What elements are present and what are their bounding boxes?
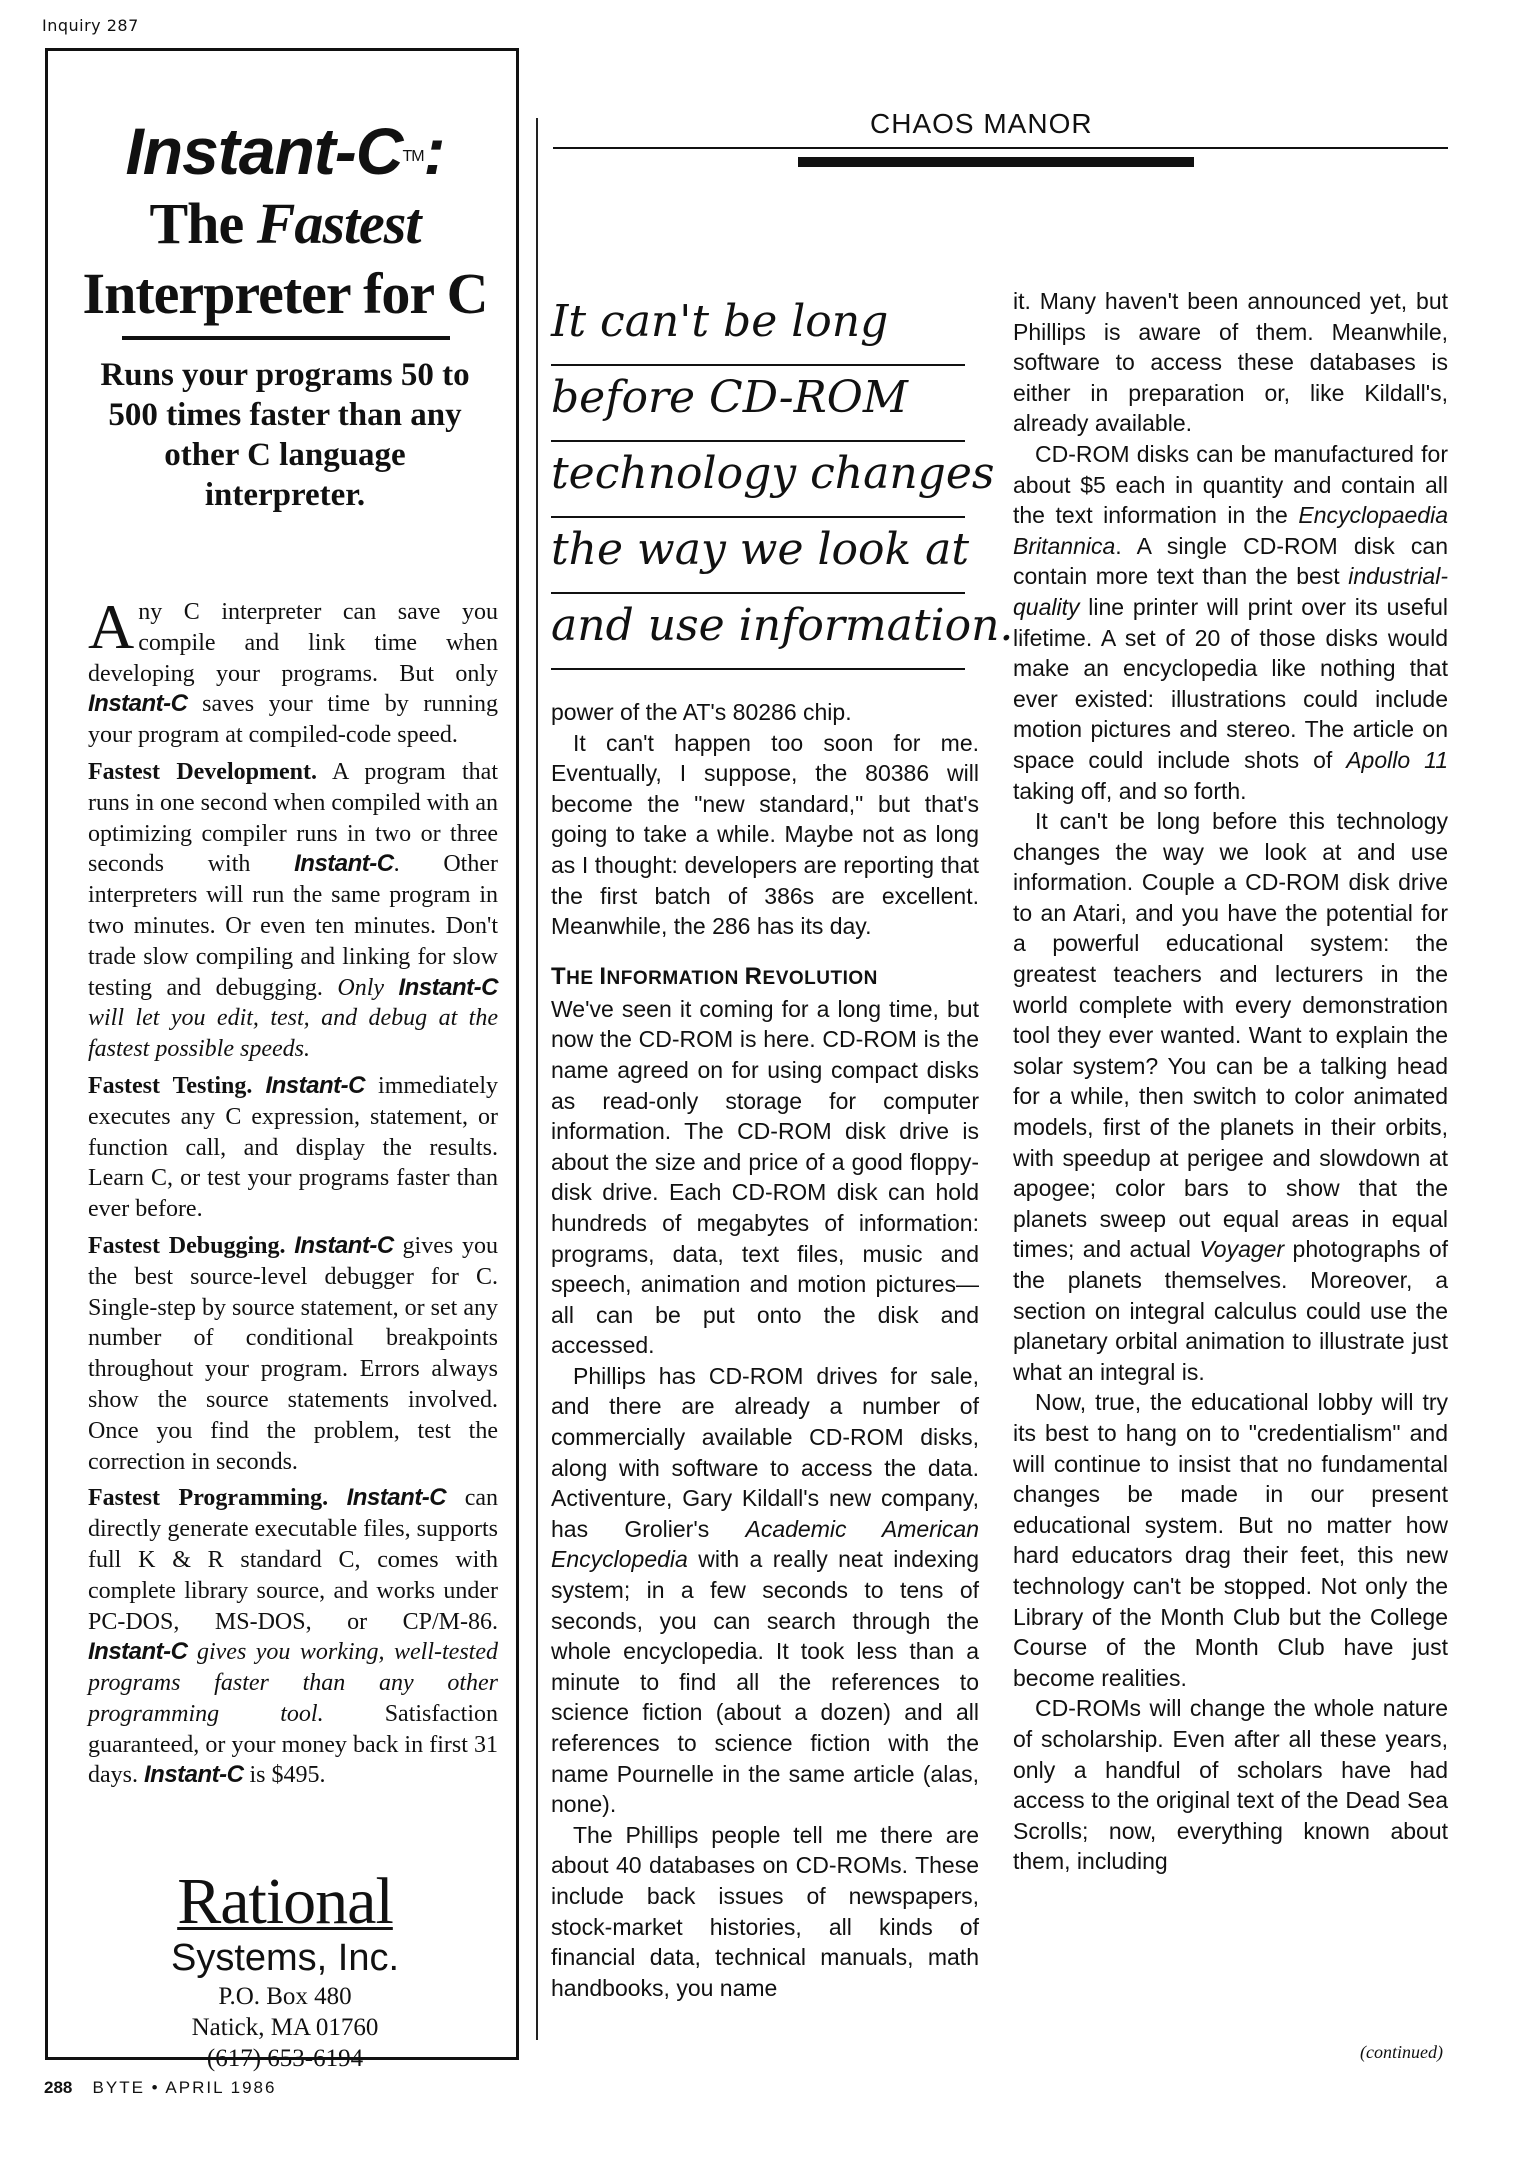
ad-testing-paragraph: Fastest Testing. Instant-C immediately executes any C expression, statement, or function call, and display the results. Learn C, or test your programs faster than ever before. — [88, 1071, 498, 1223]
pull-quote — [551, 290, 1014, 670]
article-paragraph: power of the AT's 80286 chip. — [551, 699, 852, 725]
article-paragraph: CD-ROMs will change the whole nature of scholarship. Even after all these years, only a handful of scholars have had access to the original text of the Dead Sea Scrolls; now, everything known about them, including — [1013, 1695, 1448, 1875]
section-header: CHAOS MANOR — [870, 108, 1093, 139]
ad-title-product: Instant-C — [125, 114, 403, 188]
pull-quote-line: the way we look at — [551, 518, 965, 594]
drop-cap: A — [88, 591, 135, 662]
ad-intro-paragraph: Any C interpreter can save you compile and link time when developing your programs. But only Instant-C saves your time by running your program at compiled-code speed. — [88, 591, 498, 749]
ad-development-paragraph: Fastest Development. A program that runs in one second when compiled with an optimizing compiler runs in two or three seconds with Instant-C. Other interpreters will run the same program in two minutes. Or even ten minutes. Don't trade slow compiling and linking for slow testing and debugging. Only Instant-C will let you edit, test, and debug at the fastest possible speeds. — [88, 758, 498, 1063]
company-name: Rational — [177, 1865, 393, 1938]
header-bar — [798, 157, 1194, 167]
address-line: Natick, MA 01760 — [191, 2014, 379, 2041]
ad-title — [48, 113, 522, 329]
ad-title-colon: : — [423, 114, 445, 188]
article-paragraph: Now, true, the educational lobby will try its best to hang on to "credentialism" and will continue to insist that no fundamental changes be made in our present educational system. But no matter how hard educators drag their feet, this new technology can't be stopped. Not only the Library of the Month Club but the College Course of the Month Club have just become realities. — [1013, 1389, 1448, 1691]
ad-divider — [122, 336, 450, 340]
ad-title-line3: Interpreter for C — [82, 261, 488, 326]
ad-debugging-paragraph: Fastest Debugging. Instant-C gives you the best source-level debugger for C. Single-step by source statement, or set any number of conditional breakpoints throughout your program. Errors always show the source statements involved. Once you find the problem, test the correction in seconds. — [88, 1231, 499, 1475]
phone-number: (617) 653-6194 — [206, 2045, 364, 2072]
article-paragraph: It can't happen too soon for me. Eventually, I suppose, the 80386 will become the "new standard," but that's going to take a while. Maybe not as long as I thought: developers are reporting that the first batch of 386s are excellent. Meanwhile, the 286 has its day. — [551, 729, 979, 940]
article-paragraph: We've seen it coming for a long time, but now the CD-ROM is here. CD-ROM is the name agreed on for using compact disks as read-only storage for computer information. The CD-ROM disk drive is about the size and price of a good floppy-disk drive. Each CD-ROM disk can hold hundreds of megabytes of information: programs, data, text files, music and speech, animation and motion pictures—all can be put onto the disk and accessed. — [551, 995, 979, 1359]
article-column-right — [1013, 286, 1448, 1877]
advertisement — [45, 48, 519, 2072]
trademark-mark: TM — [402, 148, 424, 165]
company-logo — [48, 1865, 522, 2074]
article-paragraph: it. Many haven't been announced yet, but Phillips is aware of them. Meanwhile, software to access these databases is either in preparation or, like Kildall's, already available. — [1013, 288, 1448, 437]
ad-programming-paragraph: Fastest Programming. Instant-C can directly generate executable files, supports full K & R standard C, comes with complete library source, and works under PC-DOS, MS-DOS, or CP/M-86. Instant-C gives you working, well-tested programs faster than any other programming tool. Satisfaction guaranteed, or your money back in first 31 days. Instant-C is $495. — [88, 1484, 499, 1789]
page-number: 288 — [44, 2078, 73, 2097]
ad-title-the: The — [149, 191, 257, 256]
page-footer — [44, 2078, 276, 2098]
article-paragraph: It can't be long before this technology changes the way we look at and use information. Couple a CD-ROM disk drive to an Atari, and you have the potential for a powerful educational system: the greatest teachers and lecturers in the world complete with every demonstration tool they ever wanted. Want to explain the solar system? You can be a talking head for a while, then switch to color animated models, first of the planets in their orbits, with speedup at perigee and slowdown at apogee; color bars to show that the planets sweep out equal areas in equal times; and actual Voyager photographs of the planets themselves. Moreover, a section on integral calculus could use the planetary orbital animation to illustrate just what an integral is. — [1013, 808, 1448, 1385]
pull-quote-line: It can't be long — [551, 290, 965, 366]
ad-body — [88, 591, 499, 1797]
ad-subtitle: Runs your programs 50 to 500 times faster than any other C language interpreter. — [100, 357, 470, 513]
article-paragraph: Phillips has CD-ROM drives for sale, and there are already a number of commercially available CD-ROM disks, along with software to access the data. Activenture, Gary Kildall's new company, has Grolier's Academic American Encyclopedia with a really neat indexing system; in a few seconds to tens of seconds, you can search through the whole encyclopedia. It took less than a minute to find all the references to science fiction (about a dozen) and all references to science fiction with the name Pournelle in the same article (alas, none). — [551, 1362, 980, 1818]
continued-note: (continued) — [1360, 2042, 1443, 2062]
publication-line: BYTE • APRIL 1986 — [92, 2078, 277, 2097]
pull-quote-line: technology changes — [551, 442, 965, 518]
company-name-sub: Systems, Inc. — [170, 1937, 400, 1979]
section-subheading: THE INFORMATION REVOLUTION — [551, 962, 878, 990]
pull-quote-line: and use information. — [551, 594, 965, 670]
inquiry-number: Inquiry 287 — [42, 16, 139, 35]
pull-quote-line: before CD-ROM — [551, 366, 965, 442]
article-column-middle — [551, 697, 979, 2003]
article-paragraph: CD-ROM disks can be manufactured for about $5 each in quantity and contain all the text information in the Encyclopaedia Britannica. A single CD-ROM disk can contain more text than the best industrial-quality line printer will print over its useful lifetime. A set of 20 of those disks would make an encyclopedia like nothing that ever existed: illustrations could include motion pictures and stereo. The article on space could include shots of Apollo 11 taking off, and so forth. — [1013, 440, 1448, 804]
address-line: P.O. Box 480 — [218, 1983, 352, 2010]
header-rule — [553, 147, 1448, 149]
column-divider — [536, 118, 538, 2040]
article-paragraph: The Phillips people tell me there are about 40 databases on CD-ROMs. These include back issues of newspapers, stock-market histories, all kinds of financial data, technical manuals, math handbooks, you name — [551, 1821, 979, 2001]
ad-title-fastest: Fastest — [256, 191, 421, 256]
